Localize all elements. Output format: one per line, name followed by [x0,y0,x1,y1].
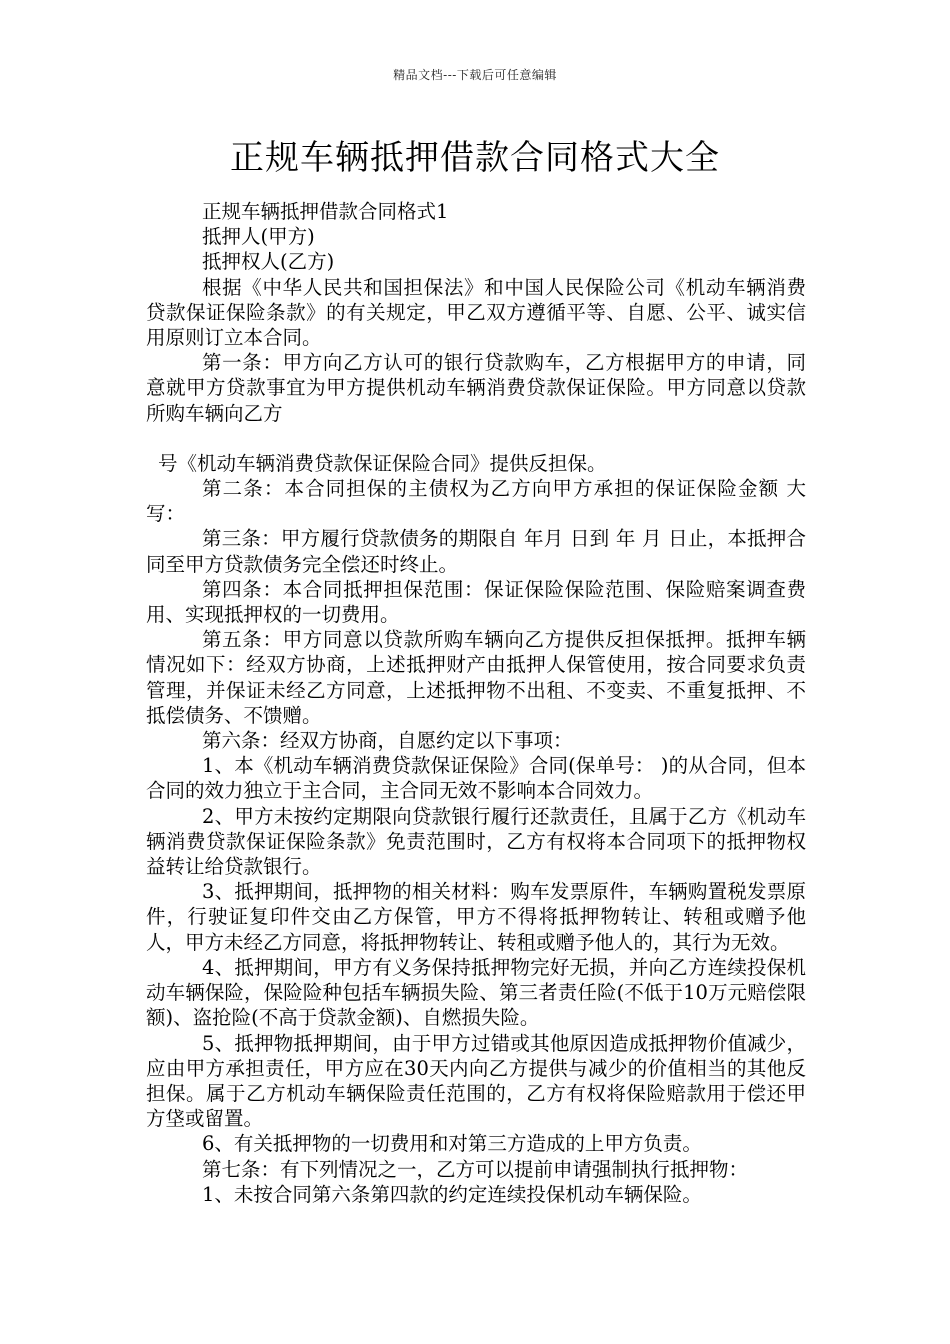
article-6-item-5: 5、抵押物抵押期间，由于甲方过错或其他原因造成抵押物价值减少，应由甲方承担责任，甲方应在30天内向乙方提供与减少的价值相当的其他反担保。属于乙方机动车辆保险责任范围的，乙方有权将保险赔款用于偿还甲方垡或留置。 [146,1031,806,1131]
article-6-item-4: 4、抵押期间，甲方有义务保持抵押物完好无损，并向乙方连续投保机动车辆保险，保险险种包括车辆损失险、第三者责任险(不低于10万元赔偿限额)、盗抢险(不高于贷款金额)、自燃损失险。 [146,955,806,1030]
document-title: 正规车辆抵押借款合同格式大全 [230,138,720,178]
mortgagee-line: 抵押权人(乙方) [202,250,335,274]
article-5-paragraph: 第五条：甲方同意以贷款所购车辆向乙方提供反担保抵押。抵押车辆情况如下：经双方协商，上述抵押财产由抵押人保管使用，按合同要求负责管理，并保证未经乙方同意，上述抵押物不出租、不变卖、不重复抵押、不抵偿债务、不馈赠。 [146,628,806,727]
article-1-continuation: 号《机动车辆消费贷款保证保险合同》提供反担保。 [158,451,607,475]
article-4-paragraph: 第四条：本合同抵押担保范围：保证保险保险范围、保险赔案调查费用、实现抵押权的一切费用。 [146,577,806,627]
article-6-item-6: 6、有关抵押物的一切费用和对第三方造成的上甲方负责。 [202,1132,702,1156]
article-6-item-1: 1、本《机动车辆消费贷款保证保险》合同(保单号： )的从合同，但本合同的效力独立于主合同，主合同无效不影响本合同效力。 [146,754,806,803]
mortgagor-line: 抵押人(甲方) [202,225,315,249]
article-6-paragraph: 第六条：经双方协商，自愿约定以下事项： [202,729,573,753]
article-7-item-1: 1、未按合同第六条第四款的约定连续投保机动车辆保险。 [202,1182,702,1206]
article-6-item-3: 3、抵押期间，抵押物的相关材料：购车发票原件，车辆购置税发票原件，行驶证复印件交由乙方保管，甲方不得将抵押物转让、转租或赠予他人，甲方未经乙方同意，将抵押物转让、转租或赠予他人的，其行为无效。 [146,880,806,954]
preamble-paragraph: 根据《中华人民共和国担保法》和中国人民保险公司《机动车辆消费贷款保证保险条款》的有关规定，甲乙双方遵循平等、自愿、公平、诚实信用原则订立本合同。 [146,275,806,350]
header-note: 精品文档---下载后可任意编辑 [393,68,557,82]
section-heading: 正规车辆抵押借款合同格式1 [202,200,449,223]
document-body [146,199,806,1207]
article-2-paragraph: 第二条：本合同担保的主债权为乙方向甲方承担的保证保险金额 大写： [146,477,806,526]
article-1-paragraph: 第一条：甲方向乙方认可的银行贷款购车，乙方根据甲方的申请，同意就甲方贷款事宜为甲方提供机动车辆消费贷款保证保险。甲方同意以贷款所购车辆向乙方 [146,351,806,425]
article-7-paragraph: 第七条：有下列情况之一，乙方可以提前申请强制执行抵押物： [202,1157,749,1181]
article-3-paragraph: 第三条：甲方履行贷款债务的期限自 年月 日到 年 月 日止，本抵押合同至甲方贷款债务完全偿还时终止。 [146,527,806,576]
article-6-item-2: 2、甲方未按约定期限向贷款银行履行还款责任，且属于乙方《机动车辆消费贷款保证保险条款》免责范围时，乙方有权将本合同项下的抵押物权益转让给贷款银行。 [146,804,806,879]
